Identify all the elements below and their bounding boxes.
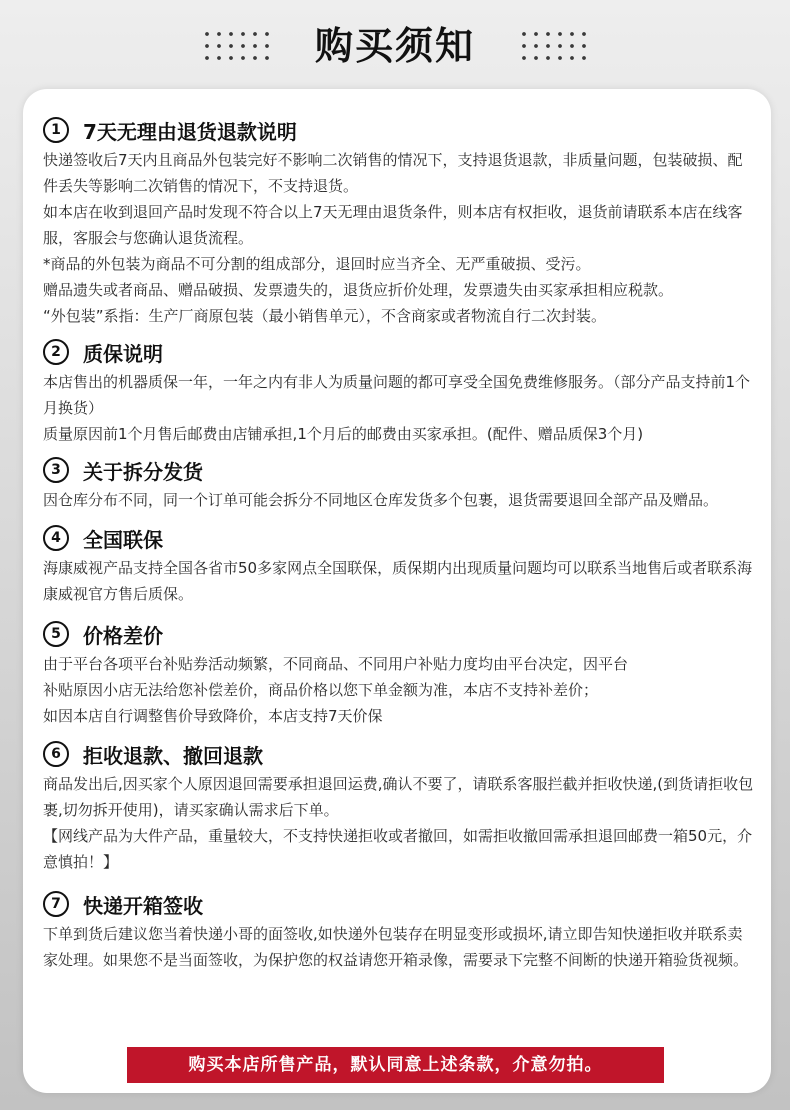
section-return-policy: [43, 113, 755, 329]
section-number-badge: 6: [43, 741, 69, 767]
section-title: 全国联保: [83, 527, 163, 552]
section-paragraph: 下单到货后建议您当着快递小哥的面签收,如快递外包装存在明显变形或损坏,请立即告知快递拒收并联系卖家处理。如果您不是当面签收，为保护您的权益请您开箱录像，需要录下完整不间断的快递开箱验货视频。: [43, 925, 749, 969]
section-paragraph: 商品发出后,因买家个人原因退回需要承担退回运费,确认不要了，请联系客服拦截并拒收快递,(到货请拒收包裹,切勿拆开使用)，请买家确认需求后下单。: [43, 775, 754, 819]
section-heading: [43, 737, 755, 771]
section-heading: [43, 335, 755, 369]
section-unboxing-signing: [43, 887, 755, 973]
section-number-badge: 3: [43, 457, 69, 483]
section-paragraph: 如本店在收到退回产品时发现不符合以上7天无理由退货条件，则本店有权拒收，退货前请联系本店在线客服，客服会与您确认退货流程。: [43, 203, 743, 247]
section-heading: [43, 887, 755, 921]
section-split-shipping: [43, 453, 755, 513]
section-title: 拒收退款、撤回退款: [83, 743, 263, 768]
section-warranty: [43, 335, 755, 447]
section-paragraph: 快递签收后7天内且商品外包装完好不影响二次销售的情况下，支持退货退款，非质量问题，包装破损、配件丢失等影响二次销售的情况下，不支持退货。: [43, 151, 743, 195]
section-paragraph: 赠品遗失或者商品、赠品破损、发票遗失的，退货应折价处理，发票遗失由买家承担相应税款。: [43, 281, 674, 299]
section-paragraph: 本店售出的机器质保一年，一年之内有非人为质量问题的都可享受全国免费维修服务。（部分产品支持前1个月换货）: [43, 373, 751, 417]
section-title: 快递开箱签收: [83, 893, 203, 918]
section-paragraph: “外包装”系指：生产厂商原包装（最小销售单元），不含商家或者物流自行二次封装。: [43, 307, 607, 325]
section-title: 价格差价: [83, 623, 163, 648]
section-number-badge: 5: [43, 621, 69, 647]
section-reject-refund: [43, 737, 755, 875]
agreement-notice-banner: 购买本店所售产品，默认同意上述条款，介意勿拍。: [127, 1047, 664, 1083]
section-paragraph: *商品的外包装为商品不可分割的组成部分，退回时应当齐全、无严重破损、受污。: [43, 255, 591, 273]
section-number-badge: 7: [43, 891, 69, 917]
section-heading: [43, 113, 755, 147]
section-number-badge: 2: [43, 339, 69, 365]
page-title: 购买须知: [314, 24, 475, 68]
section-paragraph: 由于平台各项平台补贴券活动频繁，不同商品、不同用户补贴力度均由平台决定，因平台: [43, 655, 629, 673]
section-paragraph: 质量原因前1个月售后邮费由店铺承担,1个月后的邮费由买家承担。(配件、赠品质保3个月): [43, 425, 644, 443]
section-title: 7天无理由退货退款说明: [83, 119, 297, 144]
section-price-difference: [43, 617, 755, 729]
section-paragraph: 【网线产品为大件产品，重量较大，不支持快递拒收或者撤回，如需拒收撤回需承担退回邮费一箱50元，介意慎拍！】: [43, 827, 753, 871]
section-title: 质保说明: [83, 341, 163, 366]
page-header: [0, 0, 790, 90]
section-heading: [43, 617, 755, 651]
section-number-badge: 1: [43, 117, 69, 143]
section-paragraph: 海康威视产品支持全国各省市50多家网点全国联保，质保期内出现质量问题均可以联系当地售后或者联系海康威视官方售后质保。: [43, 559, 753, 603]
section-national-warranty: [43, 521, 755, 607]
decorative-dots-right: [518, 28, 590, 64]
section-number-badge: 4: [43, 525, 69, 551]
section-paragraph: 因仓库分布不同，同一个订单可能会拆分不同地区仓库发货多个包裹，退货需要退回全部产品及赠品。: [43, 491, 719, 509]
section-title: 关于拆分发货: [83, 459, 203, 484]
notice-content: [43, 113, 755, 973]
section-heading: [43, 453, 755, 487]
section-heading: [43, 521, 755, 555]
section-paragraph: 如因本店自行调整售价导致降价，本店支持7天价保: [43, 707, 383, 725]
notice-card: [23, 89, 771, 1093]
section-paragraph: 补贴原因小店无法给您补偿差价，商品价格以您下单金额为准，本店不支持补差价；: [43, 681, 599, 699]
